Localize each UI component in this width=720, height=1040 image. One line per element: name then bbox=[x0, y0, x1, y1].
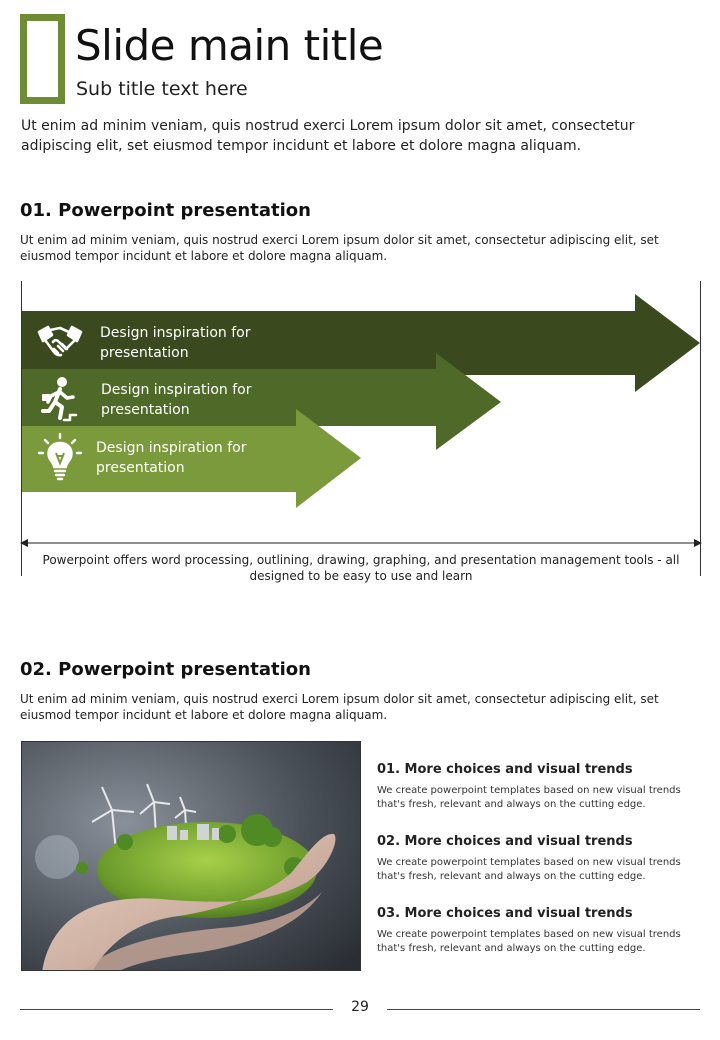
section1-heading: 01. Powerpoint presentation bbox=[20, 200, 311, 221]
page-subtitle: Sub title text here bbox=[76, 78, 248, 100]
footer-line-right bbox=[387, 1009, 700, 1010]
running-person-icon bbox=[38, 376, 80, 424]
feature-1-title: 01. More choices and visual trends bbox=[377, 762, 633, 777]
arrow-2-label: Design inspiration for presentation bbox=[101, 382, 252, 418]
right-boundary-line bbox=[700, 281, 701, 576]
handshake-icon bbox=[36, 322, 84, 364]
section2-text: Ut enim ad minim veniam, quis nostrud exerci Lorem ipsum dolor sit amet, consectetur adipiscing elit, set eiusmod tempor incidunt et labore et dolore magna aliquam. bbox=[20, 692, 659, 722]
section1-text: Ut enim ad minim veniam, quis nostrud exerci Lorem ipsum dolor sit amet, consectetur adipiscing elit, set eiusmod tempor incidunt et labore et dolore magna aliquam. bbox=[20, 233, 659, 263]
page-number: 29 bbox=[351, 999, 369, 1015]
span-dimension-line bbox=[20, 537, 702, 549]
footer-line-left bbox=[20, 1009, 333, 1010]
title-accent-box bbox=[20, 14, 65, 104]
lightbulb-icon bbox=[37, 433, 83, 483]
hand-holding-earth-photo bbox=[21, 741, 361, 971]
arrow-1-label: Design inspiration for presentation bbox=[100, 325, 251, 361]
feature-1-desc: We create powerpoint templates based on new visual trends that's fresh, relevant and always on the cutting edge. bbox=[377, 785, 681, 810]
span-caption: Powerpoint offers word processing, outlining, drawing, graphing, and presentation management tools - all designed to be easy to use and learn bbox=[42, 553, 680, 583]
feature-3-title: 03. More choices and visual trends bbox=[377, 906, 633, 921]
intro-text: Ut enim ad minim veniam, quis nostrud exerci Lorem ipsum dolor sit amet, consectetur adipiscing elit, set eiusmod tempor incidunt et labore et dolore magna aliquam. bbox=[21, 118, 635, 154]
page-title: Slide main title bbox=[75, 21, 384, 70]
arrow-3-label: Design inspiration for presentation bbox=[96, 440, 247, 476]
section2-heading: 02. Powerpoint presentation bbox=[20, 659, 311, 680]
feature-2-desc: We create powerpoint templates based on new visual trends that's fresh, relevant and always on the cutting edge. bbox=[377, 857, 681, 882]
feature-3-desc: We create powerpoint templates based on new visual trends that's fresh, relevant and always on the cutting edge. bbox=[377, 929, 681, 954]
feature-2-title: 02. More choices and visual trends bbox=[377, 834, 633, 849]
